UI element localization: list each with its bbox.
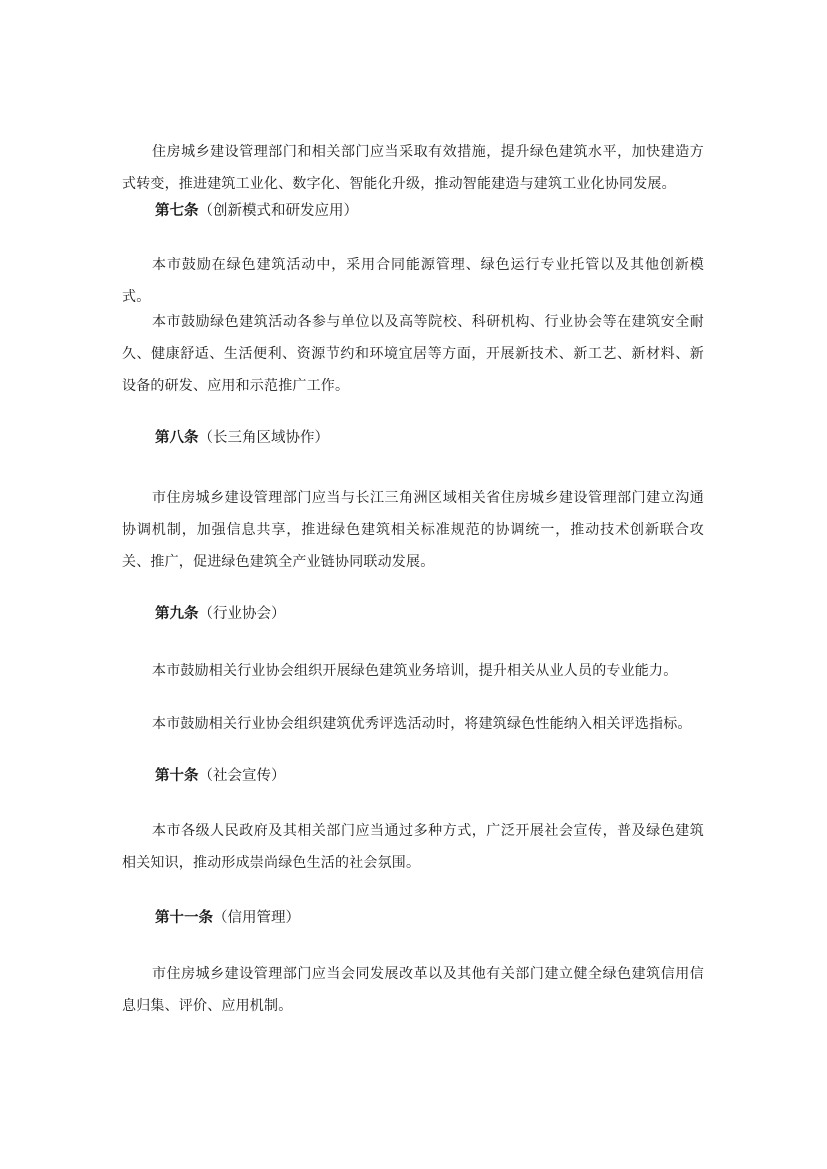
- paragraph-credit-management: 市住房城乡建设管理部门应当会同发展改革以及其他有关部门建立健全绿色建筑信用信息归集、评价、应用机制。: [122, 966, 704, 1014]
- paragraph-industry-training: 本市鼓励相关行业协会组织开展绿色建筑业务培训，提升相关从业人员的专业能力。: [152, 663, 678, 679]
- article-number: 第八条: [155, 430, 199, 446]
- article-number: 第十条: [155, 768, 199, 784]
- paragraph-industry-evaluation: 本市鼓励相关行业协会组织建筑优秀评选活动时，将建筑绿色性能纳入相关评选指标。: [152, 716, 692, 732]
- paragraph-public-promotion: 本市各级人民政府及其相关部门应当通过多种方式，广泛开展社会宣传，普及绿色建筑相关知识，推动形成崇尚绿色生活的社会氛围。: [122, 823, 704, 871]
- article-10-heading: [155, 764, 286, 788]
- paragraph-yangtze-delta-cooperation: 市住房城乡建设管理部门应当与长江三角洲区域相关省住房城乡建设管理部门建立沟通协调机制，加强信息共享，推进绿色建筑相关标准规范的协调统一，推动技术创新联合攻关、推广，促进绿色建筑全产业链协同联动发展。: [122, 490, 704, 570]
- article-topic: （行业协会）: [198, 606, 286, 622]
- paragraph-innovation-modes: 本市鼓励在绿色建筑活动中，采用合同能源管理、绿色运行专业托管以及其他创新模式。: [122, 257, 704, 305]
- paragraph-research-application: 本市鼓励绿色建筑活动各参与单位以及高等院校、科研机构、行业协会等在建筑安全耐久、健康舒适、生活便利、资源节约和环境宜居等方面，开展新技术、新工艺、新材料、新设备的研发、应用和示范推广工作。: [122, 314, 704, 394]
- article-topic: （长三角区域协作）: [198, 430, 329, 446]
- article-number: 第十一条: [155, 910, 213, 926]
- article-8-heading: [155, 426, 329, 450]
- article-11-heading: [155, 906, 300, 930]
- paragraph-green-building-construction: 住房城乡建设管理部门和相关部门应当采取有效措施，提升绿色建筑水平，加快建造方式转变，推进建筑工业化、数字化、智能化升级，推动智能建造与建筑工业化协同发展。: [122, 144, 704, 192]
- article-number: 第九条: [155, 606, 199, 622]
- article-topic: （社会宣传）: [198, 768, 286, 784]
- article-9-heading: [155, 602, 286, 626]
- article-7-heading: [155, 199, 358, 223]
- article-topic: （信用管理）: [213, 910, 300, 926]
- article-number: 第七条: [155, 203, 199, 219]
- article-topic: （创新模式和研发应用）: [198, 203, 358, 219]
